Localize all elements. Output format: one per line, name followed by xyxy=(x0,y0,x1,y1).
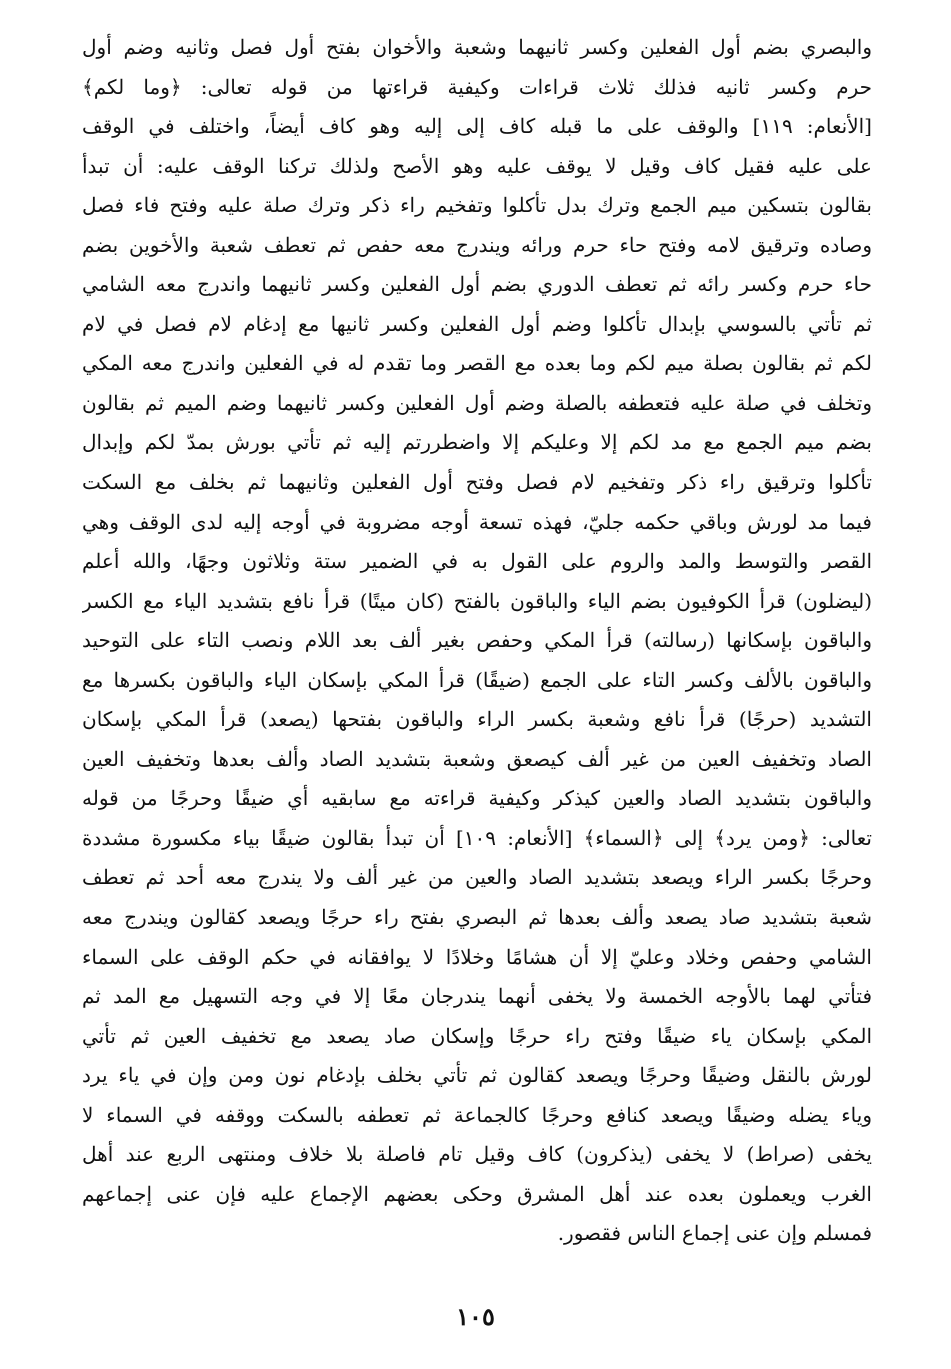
text-line: ثم تأتي بالسوسي بإبدال تأكلوا وضم أول الفعلين وكسر ثانيها مع إدغام لام فصل في لام xyxy=(82,311,872,336)
text-line: بقالون بتسكين ميم الجمع وترك بدل تأكلوا وتفخيم راء ذكر وترك صلة عليه وفتح فاء فصل xyxy=(82,193,872,218)
text-line: بضم ميم الجمع مع مد لكم إلا وعليكم إلا واضطررتم إليه ثم تأتي بورش بمدّ لكم وإبدال xyxy=(82,430,872,455)
text-line: والبصري بضم أول الفعلين وكسر ثانيهما وشعبة والأخوان بفتح أول فصل وثانيه وضم أول xyxy=(82,35,872,59)
text-line: الغرب ويعملون بعده عند أهل المشرق وحكى بعضهم الإجماع عليه فإن عنى إجماعهم xyxy=(82,1181,872,1206)
text-line: شعبة بتشديد صاد يصعد وألف بعدها ثم البصري بفتح راء حرجًا ويصعد كقالون ويندرج معه xyxy=(82,905,872,930)
page-number: ١٠٥ xyxy=(456,1302,495,1331)
text-line: الصاد وتخفيف العين من غير ألف كيصعق وشعبة بتشديد الصاد وألف بعدها وتخفيف العين xyxy=(82,746,872,771)
text-line: فتأتي لهما بالأوجه الخمسة ولا يخفى أنهما يندرجان معًا إلا في وجه التسهيل مع المد ثم xyxy=(82,984,872,1009)
text-line: لكم ثم بقالون بصلة ميم لكم وما بعده مع القصر وما تقدم له في الفعلين واندرج معه المكي xyxy=(82,351,872,376)
text-line: تأكلوا وترقيق راء ذكر وتفخيم لام فصل وفتح أول الفعلين وثانيهما ثم بخلف مع السكت xyxy=(82,470,872,495)
text-line: القصر والتوسط والمد والروم على القول به في الضمير ستة وثلاثون وجهًا، والله أعلم xyxy=(82,549,872,574)
text-line: المكي بإسكان ياء ضيقًا وفتح راء حرجًا وإسكان صاد يصعد مع تخفيف العين ثم تأتي xyxy=(82,1023,872,1048)
text-line: والباقون بالألف وكسر التاء على الجمع (ضيقًا) قرأ المكي بإسكان الياء والباقون بكسرها مع xyxy=(82,667,872,692)
text-line: يخفى (صراط) لا يخفى (يذكرون) كاف وقيل تام فاصلة بلا خلاف ومنتهى الربع عند أهل xyxy=(82,1142,872,1167)
text-line: وحرجًا بكسر الراء ويصعد بتشديد الصاد والعين من غير ألف ولا يندرج معه أحد ثم تعطف xyxy=(82,865,872,890)
text-line: حرم وكسر ثانيه فذلك ثلاث قراءات وكيفية قراءتها من قوله تعالى: ﴿وما لكم﴾ xyxy=(82,74,872,99)
text-line: [الأنعام: ١١٩] والوقف على ما قبله كاف إلى إليه وهو كاف أيضاً، واختلف في الوقف xyxy=(82,114,872,139)
text-line: وتخلف في صلة عليه فتعطفه بالصلة وضم أول الفعلين وكسر ثانيهما وضم الميم ثم بقالون xyxy=(82,390,872,415)
text-line: وصاده وترقيق لامه وفتح حاء حرم ورائه ويندرج معه حفص ثم تعطف شعبة والأخوين بضم xyxy=(82,232,872,257)
text-line: حاء حرم وكسر رائه ثم تعطف الدوري بضم أول الفعلين وكسر ثانيهما واندرج معه الشامي xyxy=(82,272,872,297)
text-line: فمسلم وإن عنى إجماع الناس فقصور. xyxy=(557,1221,872,1246)
text-line: تعالى: ﴿ومن يرد﴾ إلى ﴿السماء﴾ [الأنعام: ١٠٩] أن تبدأ بقالون ضيقًا بياء مكسورة مشددة xyxy=(82,825,872,850)
page-body-text xyxy=(82,28,872,1254)
text-line: وياء يضله وضيقًا ويصعد كنافع وحرجًا كالجماعة ثم تعطفه بالسكت ووقفه في السماء لا xyxy=(82,1102,872,1127)
text-line: على عليه فقيل كاف وقيل لا يوقف عليه وهو الأصح ولذلك تركنا الوقف عليه: أن تبدأ xyxy=(82,153,872,178)
text-line: فيما مد لورش وباقي حكمه جليّ، فهذه تسعة أوجه مضروبة في أوجه إليه لدى الوقف وهي xyxy=(82,509,872,534)
text-line: (ليضلون) قرأ الكوفيون بضم الياء والباقون بالفتح (كان ميتًا) قرأ نافع بتشديد الياء مع الكسر xyxy=(82,588,872,613)
text-line: لورش بالنقل وضيقًا وحرجًا ويصعد كقالون ثم تأتي بخلف بإدغام نون ومن وإن في ياء يرد xyxy=(82,1063,872,1088)
text-line: التشديد (حرجًا) قرأ نافع وشعبة بكسر الراء والباقون بفتحها (يصعد) قرأ المكي بإسكان xyxy=(82,707,872,732)
text-line: والباقون بتشديد الصاد والعين كيذكر وكيفية قراءته مع سابقيه أي ضيقًا وحرجًا من قوله xyxy=(82,786,872,811)
text-line: والباقون بإسكانها (رسالته) قرأ المكي وحفص بغير ألف بعد اللام ونصب التاء على التوحيد xyxy=(82,628,872,653)
text-line: الشامي وحفص وخلاد وعليّ إلا أن هشامًا وخلادًا لا يوافقانه في حكم الوقف على السماء xyxy=(82,944,872,969)
